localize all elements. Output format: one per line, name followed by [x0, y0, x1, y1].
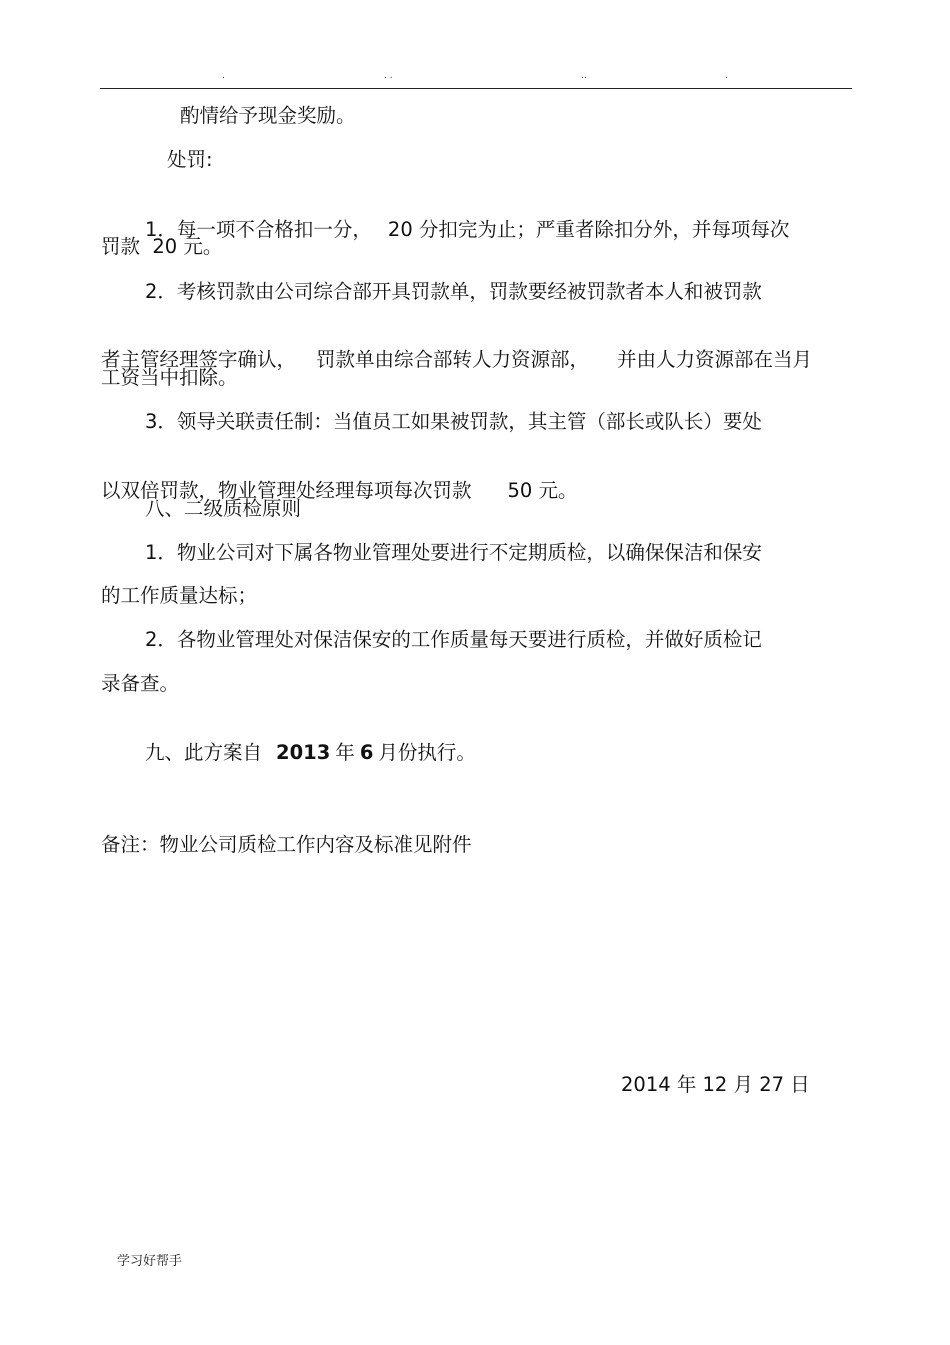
text-span: 并由人力资源部在当月 — [617, 348, 813, 371]
month-value: 6 — [359, 741, 374, 764]
text-line: 3．领导关联责任制：当值员工如果被罚款，其主管（部长或队长）要处 — [145, 410, 762, 433]
section-heading — [145, 714, 476, 766]
header-dot: .. — [581, 71, 587, 81]
header-dot: . — [222, 71, 225, 81]
section-heading: 八、二级质检原则 — [145, 497, 302, 520]
text-span: 月份执行。 — [378, 741, 476, 764]
text-span: 50 元。 — [507, 479, 578, 502]
section-heading: 处罚: — [167, 148, 213, 171]
text-span: 罚款单由综合部转人力资源部， — [316, 348, 590, 371]
header-rule — [100, 88, 852, 89]
text-line: 2．各物业管理处对保洁保安的工作质量每天要进行质检，并做好质检记 — [145, 628, 762, 651]
text-span: 者主管经理签字确认， — [101, 348, 297, 371]
note-line: 备注：物业公司质检工作内容及标准见附件 — [101, 833, 472, 856]
text-line: 罚款 20 元。 — [101, 235, 223, 258]
text-span: 20 分扣完为止；严重者除扣分外，并每项每次 — [387, 218, 790, 241]
text-line: 录备查。 — [101, 672, 180, 695]
text-span: 以双倍罚款，物业管理处经理每项每次罚款 — [101, 479, 472, 502]
text-line: 1．物业公司对下属各物业管理处要进行不定期质检，以确保保洁和保安 — [145, 541, 762, 564]
text-span: 1．每一项不合格扣一分， — [145, 218, 372, 241]
text-span: 九、此方案自 — [145, 741, 263, 764]
text-span: 年 — [335, 741, 355, 764]
text-line: 工资当中扣除。 — [101, 366, 238, 389]
date-line: 2014 年 12 月 27 日 — [621, 1073, 810, 1096]
year-value: 2013 — [276, 741, 331, 764]
footer-text: 学习好帮手 — [117, 1254, 183, 1269]
text-line: 2．考核罚款由公司综合部开具罚款单，罚款要经被罚款者本人和被罚款 — [145, 280, 762, 303]
text-line — [145, 191, 789, 243]
text-line: 酌情给予现金奖励。 — [180, 104, 356, 127]
text-line: 的工作质量达标； — [101, 584, 258, 607]
header-dot: . — [725, 71, 728, 81]
header-dot: . . — [384, 71, 393, 81]
